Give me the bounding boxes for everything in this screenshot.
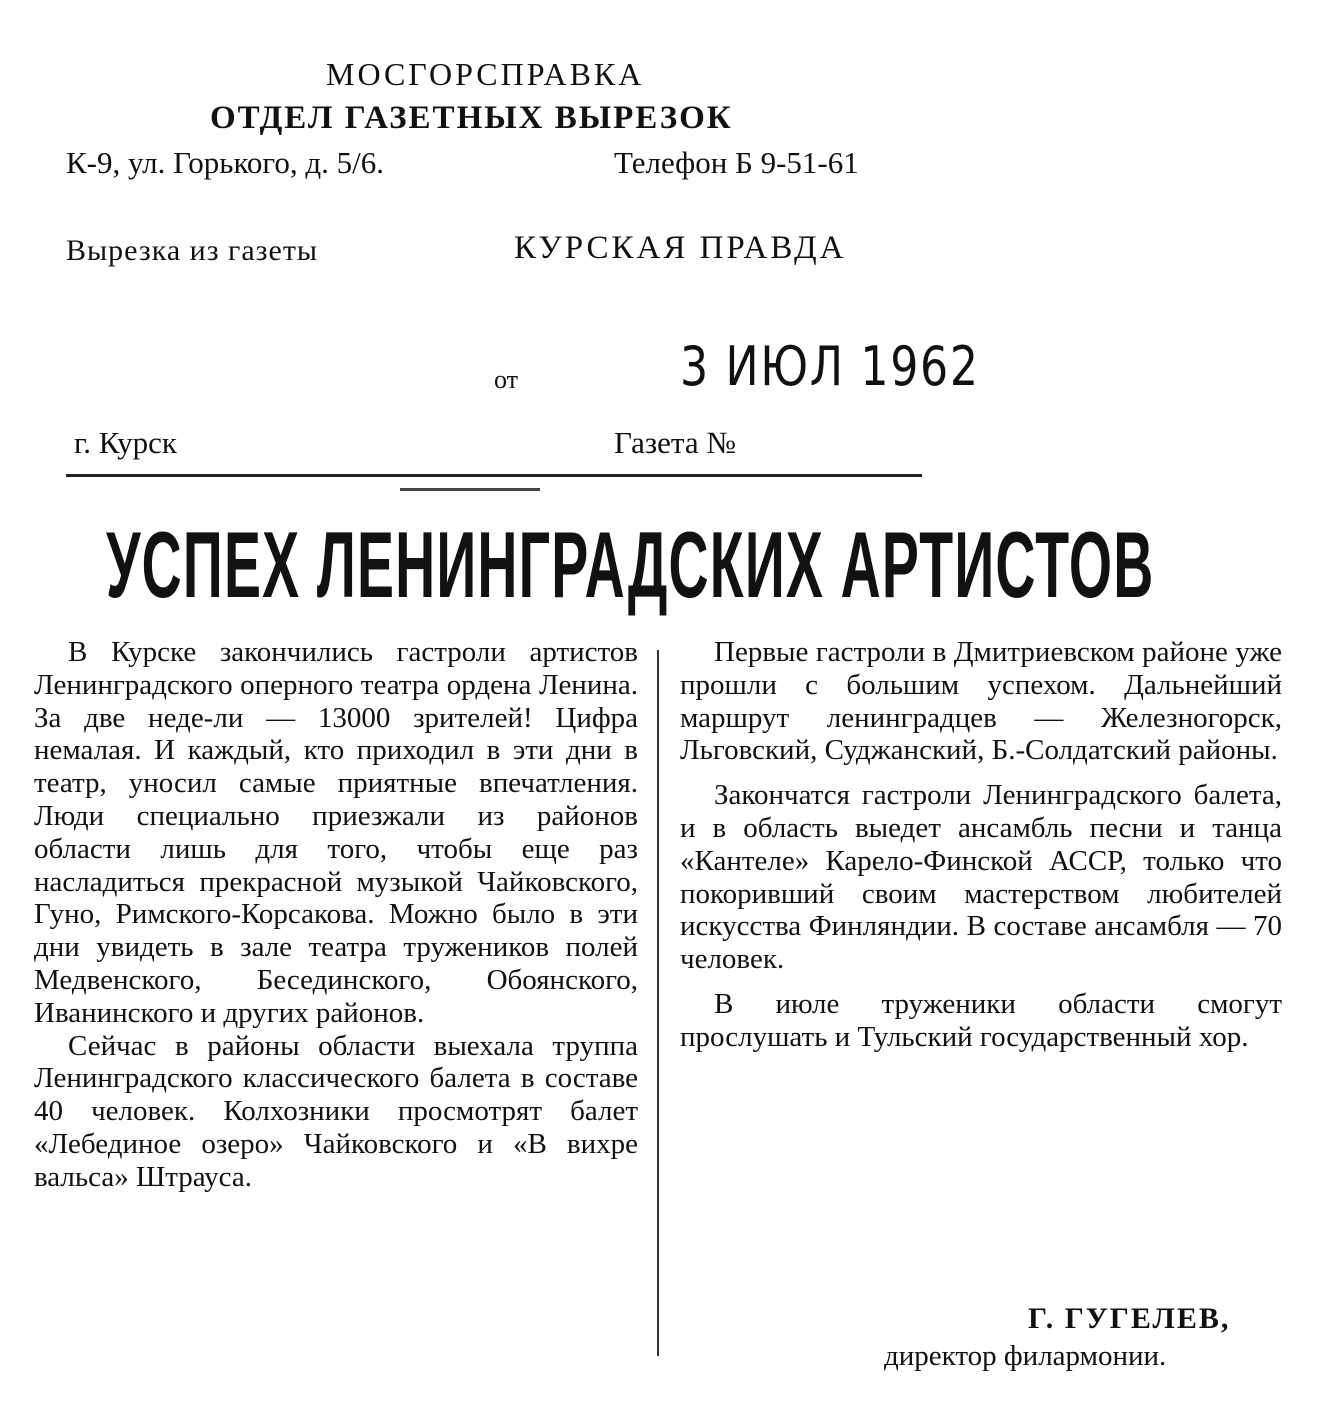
article-headline: УСПЕХ ЛЕНИНГРАДСКИХ АРТИСТОВ — [106, 512, 1155, 617]
article-paragraph: В Курске закончились гастроли артистов Ленинградского оперного театра ордена Ленина. За две неде-ли — 13000 зрителей! Цифра немалая. И каждый, кто приходил в эти дни в театр, уносил самые приятные впечатления. Люди специально приезжали из районов области лишь для того, чтобы еще раз насладиться прекрасной музыкой Чайковского, Гуно, Римского-Корсакова. Можно было в эти дни увидеть в зале театра тружеников полей Медвенского, Бесединского, Обоянского, Иванинского и других районов. — [34, 636, 638, 1029]
clip-label: Вырезка из газеты — [66, 234, 319, 267]
article-paragraph: Сейчас в районы области выехала труппа Ленинградского классического балета в составе 40 человек. Колхозники просмотрят балет «Лебединое озеро» Чайковского и «В вихре вальса» Штрауса. — [34, 1029, 638, 1193]
date-from-label: от — [494, 365, 519, 394]
agency-name: МОСГОРСПРАВКА — [326, 56, 645, 92]
issue-label: Газета № — [614, 425, 736, 460]
city-label: г. Курск — [74, 425, 177, 460]
article-paragraph: Первые гастроли в Дмитриевском районе уже прошли с большим успехом. Дальнейший маршрут ленинградцев — Железногорск, Льговский, Суджанский, Б.-Солдатский районы. — [680, 636, 1282, 767]
column-divider — [657, 650, 659, 1356]
article-paragraph: В июле труженики области смогут прослушать и Тульский государственный хор. — [680, 987, 1282, 1053]
department-name: ОТДЕЛ ГАЗЕТНЫХ ВЫРЕЗОК — [210, 100, 733, 136]
agency-phone: Телефон Б 9-51-61 — [614, 145, 859, 180]
header-divider-fragment — [400, 488, 540, 491]
newspaper-name: КУРСКАЯ ПРАВДА — [514, 230, 847, 266]
article-author: Г. ГУГЕЛЕВ, — [1028, 1302, 1231, 1335]
article-paragraph: Закончатся гастроли Ленинградского балета, и в область выедет ансамбль песни и танца «Кантеле» Карело-Финской АССР, только что покоривший своим мастерством любителей искусства Финляндии. В составе ансамбля — 70 человек. — [680, 779, 1282, 976]
article-left-column — [34, 636, 638, 1194]
date-stamp: 3 ИЮЛ 1962 — [680, 335, 980, 398]
article-right-column — [680, 636, 1282, 1054]
author-title: директор филармонии. — [884, 1340, 1167, 1372]
header-divider — [66, 474, 922, 477]
agency-address: К-9, ул. Горького, д. 5/6. — [66, 145, 385, 180]
